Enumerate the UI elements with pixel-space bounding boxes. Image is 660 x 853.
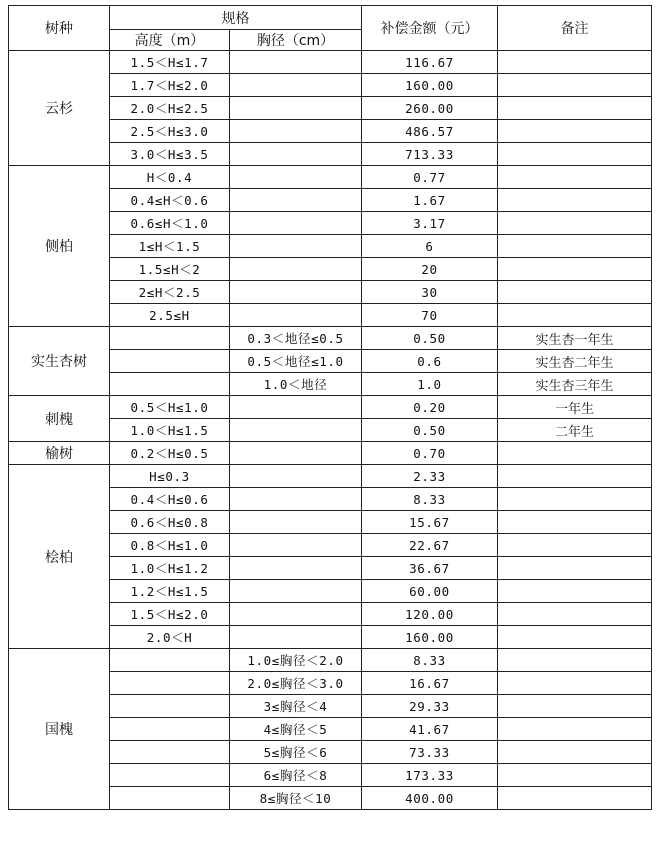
dbh-cell: 5≤胸径＜6: [230, 741, 362, 764]
height-cell: 0.2＜H≤0.5: [110, 442, 230, 465]
remark-cell: [498, 695, 652, 718]
height-cell: 1.5≤H＜2: [110, 258, 230, 281]
amount-cell: 60.00: [362, 580, 498, 603]
amount-cell: 2.33: [362, 465, 498, 488]
dbh-cell: [230, 235, 362, 258]
dbh-cell: [230, 511, 362, 534]
dbh-cell: 8≤胸径＜10: [230, 787, 362, 810]
remark-cell: [498, 465, 652, 488]
species-cell: 刺槐: [9, 396, 110, 442]
dbh-cell: 2.0≤胸径＜3.0: [230, 672, 362, 695]
table-row: [9, 649, 652, 672]
height-cell: 0.4≤H＜0.6: [110, 189, 230, 212]
amount-cell: 15.67: [362, 511, 498, 534]
amount-cell: 8.33: [362, 488, 498, 511]
height-cell: [110, 373, 230, 396]
height-cell: 0.4＜H≤0.6: [110, 488, 230, 511]
species-cell: 侧柏: [9, 166, 110, 327]
dbh-cell: [230, 626, 362, 649]
dbh-cell: 3≤胸径＜4: [230, 695, 362, 718]
height-cell: 1.2＜H≤1.5: [110, 580, 230, 603]
amount-cell: 0.50: [362, 419, 498, 442]
header-amount: 补偿金额（元）: [362, 6, 498, 51]
compensation-table: [8, 5, 652, 810]
amount-cell: 260.00: [362, 97, 498, 120]
height-cell: 0.8＜H≤1.0: [110, 534, 230, 557]
dbh-cell: 0.3＜地径≤0.5: [230, 327, 362, 350]
remark-cell: [498, 649, 652, 672]
height-cell: 0.6＜H≤0.8: [110, 511, 230, 534]
dbh-cell: [230, 534, 362, 557]
remark-cell: [498, 258, 652, 281]
amount-cell: 20: [362, 258, 498, 281]
remark-cell: [498, 511, 652, 534]
height-cell: 2.5＜H≤3.0: [110, 120, 230, 143]
header-height: 高度（m）: [110, 30, 230, 51]
remark-cell: [498, 304, 652, 327]
remark-cell: 实生杏三年生: [498, 373, 652, 396]
remark-cell: [498, 626, 652, 649]
height-cell: 2.0＜H≤2.5: [110, 97, 230, 120]
amount-cell: 73.33: [362, 741, 498, 764]
dbh-cell: [230, 396, 362, 419]
amount-cell: 29.33: [362, 695, 498, 718]
remark-cell: [498, 74, 652, 97]
height-cell: [110, 672, 230, 695]
amount-cell: 36.67: [362, 557, 498, 580]
amount-cell: 0.77: [362, 166, 498, 189]
remark-cell: [498, 603, 652, 626]
header-remark: 备注: [498, 6, 652, 51]
amount-cell: 1.67: [362, 189, 498, 212]
table-row: [9, 166, 652, 189]
dbh-cell: [230, 74, 362, 97]
remark-cell: [498, 741, 652, 764]
species-cell: 国槐: [9, 649, 110, 810]
dbh-cell: [230, 189, 362, 212]
amount-cell: 173.33: [362, 764, 498, 787]
dbh-cell: 1.0≤胸径＜2.0: [230, 649, 362, 672]
remark-cell: [498, 166, 652, 189]
amount-cell: 0.6: [362, 350, 498, 373]
dbh-cell: [230, 488, 362, 511]
remark-cell: [498, 488, 652, 511]
dbh-cell: [230, 166, 362, 189]
height-cell: [110, 718, 230, 741]
amount-cell: 0.70: [362, 442, 498, 465]
remark-cell: [498, 442, 652, 465]
height-cell: [110, 327, 230, 350]
dbh-cell: [230, 97, 362, 120]
amount-cell: 70: [362, 304, 498, 327]
table-row: [9, 442, 652, 465]
remark-cell: [498, 235, 652, 258]
table-body: [9, 51, 652, 810]
remark-cell: [498, 534, 652, 557]
remark-cell: [498, 212, 652, 235]
amount-cell: 6: [362, 235, 498, 258]
height-cell: 0.5＜H≤1.0: [110, 396, 230, 419]
remark-cell: 实生杏一年生: [498, 327, 652, 350]
dbh-cell: [230, 281, 362, 304]
remark-cell: [498, 120, 652, 143]
amount-cell: 41.67: [362, 718, 498, 741]
height-cell: H＜0.4: [110, 166, 230, 189]
dbh-cell: [230, 557, 362, 580]
table-row: [9, 396, 652, 419]
remark-cell: 二年生: [498, 419, 652, 442]
height-cell: [110, 764, 230, 787]
amount-cell: 400.00: [362, 787, 498, 810]
amount-cell: 713.33: [362, 143, 498, 166]
height-cell: [110, 350, 230, 373]
dbh-cell: [230, 580, 362, 603]
remark-cell: [498, 189, 652, 212]
dbh-cell: 0.5＜地径≤1.0: [230, 350, 362, 373]
remark-cell: [498, 51, 652, 74]
height-cell: 1.0＜H≤1.2: [110, 557, 230, 580]
dbh-cell: [230, 258, 362, 281]
dbh-cell: 4≤胸径＜5: [230, 718, 362, 741]
amount-cell: 120.00: [362, 603, 498, 626]
dbh-cell: [230, 120, 362, 143]
table-row: [9, 51, 652, 74]
height-cell: 0.6≤H＜1.0: [110, 212, 230, 235]
remark-cell: [498, 143, 652, 166]
amount-cell: 30: [362, 281, 498, 304]
dbh-cell: [230, 442, 362, 465]
remark-cell: [498, 281, 652, 304]
amount-cell: 8.33: [362, 649, 498, 672]
remark-cell: [498, 97, 652, 120]
remark-cell: [498, 580, 652, 603]
remark-cell: [498, 672, 652, 695]
header-species: 树种: [9, 6, 110, 51]
amount-cell: 0.20: [362, 396, 498, 419]
dbh-cell: 1.0＜地径: [230, 373, 362, 396]
remark-cell: 实生杏二年生: [498, 350, 652, 373]
amount-cell: 116.67: [362, 51, 498, 74]
species-cell: 桧柏: [9, 465, 110, 649]
height-cell: 1.7＜H≤2.0: [110, 74, 230, 97]
dbh-cell: [230, 419, 362, 442]
dbh-cell: [230, 465, 362, 488]
species-cell: 云杉: [9, 51, 110, 166]
dbh-cell: [230, 143, 362, 166]
dbh-cell: [230, 603, 362, 626]
height-cell: 1.5＜H≤1.7: [110, 51, 230, 74]
amount-cell: 1.0: [362, 373, 498, 396]
dbh-cell: 6≤胸径＜8: [230, 764, 362, 787]
remark-cell: [498, 718, 652, 741]
amount-cell: 22.67: [362, 534, 498, 557]
height-cell: [110, 741, 230, 764]
height-cell: [110, 695, 230, 718]
height-cell: 1.5＜H≤2.0: [110, 603, 230, 626]
remark-cell: [498, 557, 652, 580]
header-spec: 规格: [110, 6, 362, 30]
table-row: [9, 327, 652, 350]
height-cell: 2≤H＜2.5: [110, 281, 230, 304]
amount-cell: 16.67: [362, 672, 498, 695]
dbh-cell: [230, 304, 362, 327]
species-cell: 实生杏树: [9, 327, 110, 396]
amount-cell: 486.57: [362, 120, 498, 143]
height-cell: [110, 649, 230, 672]
amount-cell: 3.17: [362, 212, 498, 235]
height-cell: [110, 787, 230, 810]
remark-cell: [498, 764, 652, 787]
header-dbh: 胸径（cm）: [230, 30, 362, 51]
height-cell: 2.0＜H: [110, 626, 230, 649]
height-cell: 1≤H＜1.5: [110, 235, 230, 258]
table-row: [9, 465, 652, 488]
height-cell: 2.5≤H: [110, 304, 230, 327]
remark-cell: [498, 787, 652, 810]
species-cell: 榆树: [9, 442, 110, 465]
height-cell: 3.0＜H≤3.5: [110, 143, 230, 166]
dbh-cell: [230, 51, 362, 74]
height-cell: H≤0.3: [110, 465, 230, 488]
height-cell: 1.0＜H≤1.5: [110, 419, 230, 442]
remark-cell: 一年生: [498, 396, 652, 419]
amount-cell: 160.00: [362, 626, 498, 649]
amount-cell: 0.50: [362, 327, 498, 350]
dbh-cell: [230, 212, 362, 235]
amount-cell: 160.00: [362, 74, 498, 97]
